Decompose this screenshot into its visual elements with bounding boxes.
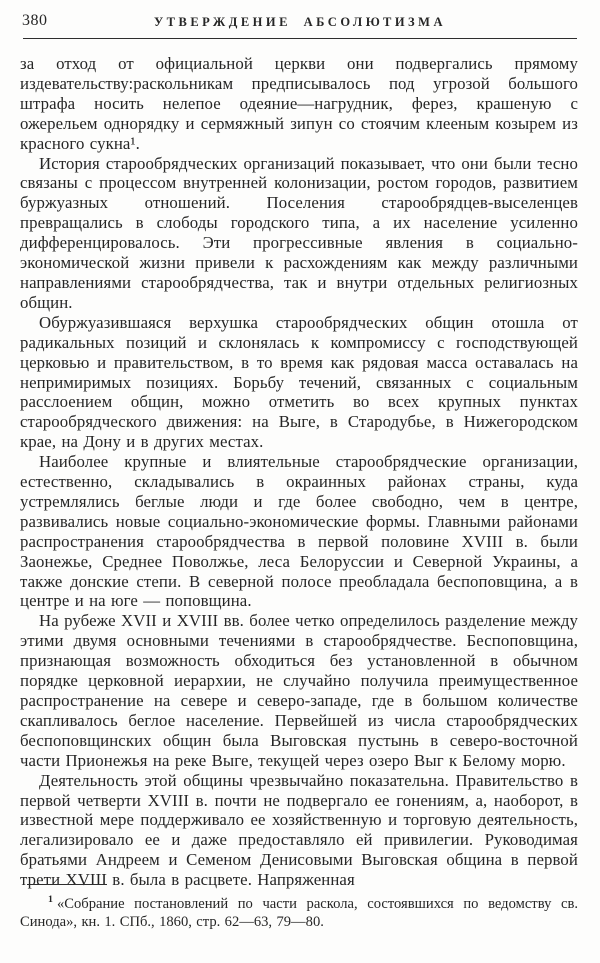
- footnote-separator-rule: [27, 884, 107, 885]
- footnote: [20, 895, 578, 932]
- header-rule: [23, 38, 577, 39]
- body-paragraph-1: за отход от официальной церкви они подвергались прямому издевательству:раскольникам предписывалось под угрозой большого штрафа носить нелепое одеяние—нагрудник, ферез, крашеную с ожерельем однорядку и сермяжный зипун со стоячим клееным козырем из красного сукна¹.: [20, 54, 578, 153]
- running-title: УТВЕРЖДЕНИЕ АБСОЛЮТИЗМА: [154, 15, 446, 29]
- body-paragraph-6: Деятельность этой общины чрезвычайно показательна. Правительство в первой четверти XVIII в. почти не подвергало ее гонениям, а, наоборот, в известной мере поддерживало ее хозяйственную и торговую деятельность, легализировало ее и даже предоставляло ей привилегии. Руководимая братьями Андреем и Семеном Денисовыми Выговская община в первой трети XVIII в. была в расцвете. Напряженная: [20, 770, 578, 890]
- page-number: 380: [22, 12, 48, 29]
- body-paragraph-5: На рубеже XVII и XVIII вв. более четко определилось разделение между этими двумя основными течениями в старообрядчестве. Беспоповщина, признающая возможность обходиться без установленной в обычном порядке церковной иерархии, не случайно получила преимущественное распространение на севере и северо-западе, где в большом количестве скапливалось беглое население. Первейшей из числа старообрядческих беспоповщинских общин была Выговская пустынь в северо-восточной части Прионежья на реке Выге, текущей через озеро Выг к Белому морю.: [20, 611, 578, 770]
- footnote-text: «Собрание постановлений по части раскола, состоявшихся по ведомству св. Синода», кн. 1. СПб., 1860, стр. 62—63, 79—80.: [20, 896, 578, 931]
- body-text: [20, 54, 578, 890]
- footnote-paragraph: [20, 895, 578, 932]
- body-paragraph-3: Обуржуазившаяся верхушка старообрядческих общин отошла от радикальных позиций и склонялась к компромиссу с господствующей церковью и правительством, в то время как рядовая масса оставалась на непримиримых позициях. Борьбу течений, связанных с социальным расслоением общин, можно отметить во всех крупных пунктах старообрядческого движения: на Выге, в Стародубье, в Нижегородском крае, на Дону и в других местах.: [20, 312, 578, 452]
- body-paragraph-4: Наиболее крупные и влиятельные старообрядческие организации, естественно, складывались в окраинных районах страны, куда устремлялись беглые люди и где более свободно, чем в центре, развивались новые социально-экономические формы. Главными районами распространения старообрядчества в первой половине XVIII в. были Заонежье, Среднее Поволжье, леса Белоруссии и Северной Украины, а также донские степи. В северной полосе преобладала беспоповщина, а в центре и на юге — поповщина.: [20, 452, 578, 611]
- body-paragraph-2: История старообрядческих организаций показывает, что они были тесно связаны с процессом внутренней колонизации, ростом городов, развитием буржуазных отношений. Поселения старообрядцев-выселенцев превращались в слободы городского типа, а их население усиленно дифференцировалось. Эти прогрессивные явления в социально-экономической жизни привели к расхождениям как между различными направлениями старообрядчества, так и внутри отдельных религиозных общин.: [20, 153, 578, 312]
- footnote-marker: 1: [48, 894, 53, 906]
